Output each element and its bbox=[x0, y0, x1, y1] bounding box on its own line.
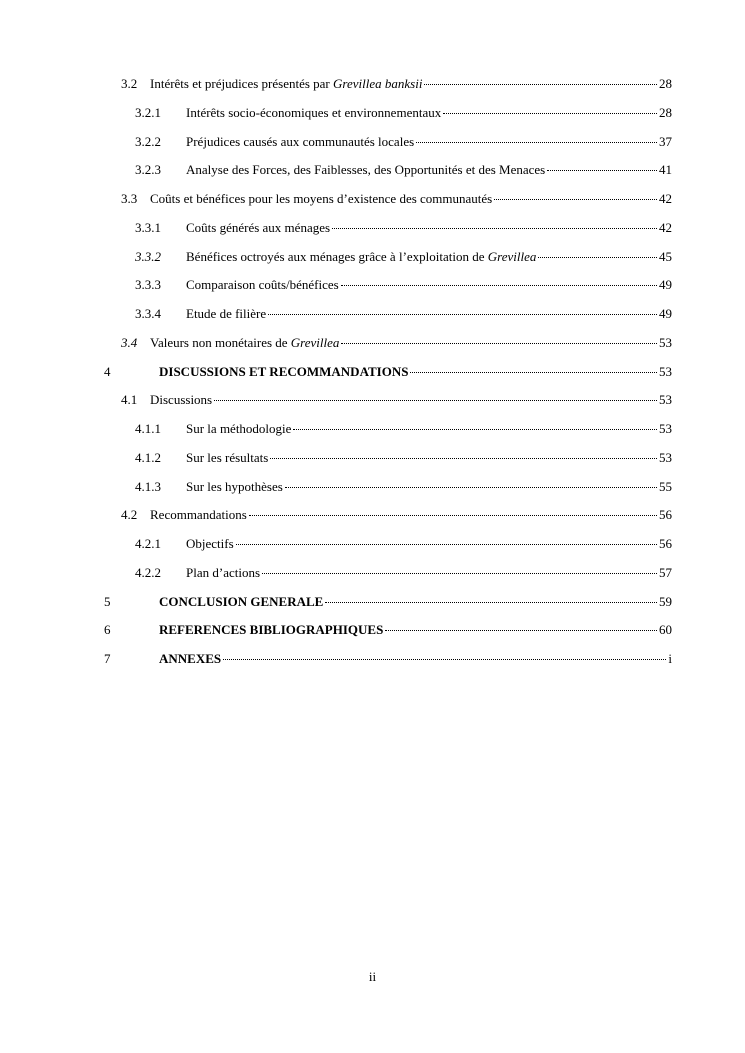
toc-title: Coûts générés aux ménages bbox=[186, 220, 331, 235]
toc-page-number: 42 bbox=[659, 220, 672, 235]
toc-title: Comparaison coûts/bénéfices bbox=[186, 277, 339, 292]
dot-leader bbox=[332, 228, 657, 229]
toc-number: 5 bbox=[104, 594, 111, 609]
toc-page-number: 53 bbox=[659, 364, 672, 379]
dot-leader bbox=[341, 285, 657, 286]
dot-leader bbox=[214, 400, 657, 401]
toc-title: Analyse des Forces, des Faiblesses, des Opportunités et des Menaces bbox=[186, 162, 546, 177]
toc-number: 4.1 bbox=[121, 392, 138, 407]
toc-page-number: 57 bbox=[659, 565, 672, 580]
dot-leader bbox=[262, 573, 657, 574]
toc-title: REFERENCES BIBLIOGRAPHIQUES bbox=[159, 622, 384, 637]
dot-leader bbox=[236, 544, 657, 545]
toc-number: 7 bbox=[104, 651, 111, 666]
toc-number: 3.3.1 bbox=[135, 220, 161, 235]
toc-entry-3-3[interactable] bbox=[121, 191, 672, 207]
toc-title: CONCLUSION GENERALE bbox=[159, 594, 324, 609]
toc-title: Coûts et bénéfices pour les moyens d’existence des communautés bbox=[150, 191, 493, 206]
toc-number: 3.2.3 bbox=[135, 162, 161, 177]
toc-number: 4.2.2 bbox=[135, 565, 161, 580]
toc-entry-3-3-3[interactable] bbox=[135, 277, 672, 293]
toc-number: 4.2.1 bbox=[135, 536, 161, 551]
toc-page-number: 41 bbox=[659, 162, 672, 177]
dot-leader bbox=[547, 170, 657, 171]
toc-title: ANNEXES bbox=[159, 651, 222, 666]
dot-leader bbox=[341, 343, 657, 344]
dot-leader bbox=[424, 84, 657, 85]
toc-title: Préjudices causés aux communautés locales bbox=[186, 134, 415, 149]
dot-leader bbox=[293, 429, 657, 430]
toc-page-number: 49 bbox=[659, 277, 672, 292]
dot-leader bbox=[270, 458, 657, 459]
toc-entry-4-2[interactable] bbox=[121, 507, 672, 523]
toc-page-number: 55 bbox=[659, 479, 672, 494]
toc-number: 3.3.2 bbox=[135, 249, 161, 264]
toc-number: 6 bbox=[104, 622, 111, 637]
toc-title: Sur les hypothèses bbox=[186, 479, 283, 494]
toc-title: Valeurs non monétaires de Grevillea bbox=[150, 335, 340, 350]
toc-entry-4-2-1[interactable] bbox=[135, 536, 672, 552]
dot-leader bbox=[410, 372, 657, 373]
toc-entry-4-2-2[interactable] bbox=[135, 565, 672, 581]
toc-title: Etude de filière bbox=[186, 306, 267, 321]
dot-leader bbox=[325, 602, 657, 603]
dot-leader bbox=[268, 314, 657, 315]
toc-entry-4-1[interactable] bbox=[121, 392, 672, 408]
toc-page-number: 37 bbox=[659, 134, 672, 149]
toc-page-number: 56 bbox=[659, 507, 672, 522]
dot-leader bbox=[249, 515, 657, 516]
toc-number: 3.2.2 bbox=[135, 134, 161, 149]
toc-number: 3.3.4 bbox=[135, 306, 161, 321]
toc-number: 4.1.2 bbox=[135, 450, 161, 465]
dot-leader bbox=[538, 257, 657, 258]
toc-page-number: 56 bbox=[659, 536, 672, 551]
toc-entry-3-4[interactable] bbox=[121, 335, 672, 351]
toc-entry-3-2-2[interactable] bbox=[135, 134, 672, 150]
dot-leader bbox=[385, 630, 657, 631]
toc-number: 3.4 bbox=[121, 335, 138, 350]
toc-page-number: 53 bbox=[659, 421, 672, 436]
toc-title: Objectifs bbox=[186, 536, 234, 551]
toc-entry-4[interactable] bbox=[104, 364, 672, 380]
toc-entry-3-3-4[interactable] bbox=[135, 306, 672, 322]
toc-entry-7[interactable] bbox=[104, 651, 672, 667]
toc-number: 4.1.3 bbox=[135, 479, 161, 494]
toc-number: 4.1.1 bbox=[135, 421, 161, 436]
toc-number: 3.3 bbox=[121, 191, 138, 206]
toc-page-number: 28 bbox=[659, 105, 672, 120]
toc-page-number: 53 bbox=[659, 335, 672, 350]
dot-leader bbox=[443, 113, 657, 114]
toc-page-number: 28 bbox=[659, 76, 672, 91]
toc-title: Intérêts socio-économiques et environnementaux bbox=[186, 105, 442, 120]
toc-title: Discussions bbox=[150, 392, 213, 407]
toc-title: Sur la méthodologie bbox=[186, 421, 292, 436]
toc-number: 4 bbox=[104, 364, 111, 379]
toc-title: DISCUSSIONS ET RECOMMANDATIONS bbox=[159, 364, 409, 379]
dot-leader bbox=[416, 142, 657, 143]
toc-entry-3-3-2[interactable] bbox=[135, 249, 672, 265]
toc-entry-3-2[interactable] bbox=[121, 76, 672, 92]
toc-number: 3.2 bbox=[121, 76, 138, 91]
toc-page-number: 53 bbox=[659, 392, 672, 407]
toc-title: Sur les résultats bbox=[186, 450, 269, 465]
toc-entry-5[interactable] bbox=[104, 594, 672, 610]
toc-number: 4.2 bbox=[121, 507, 138, 522]
toc-page-number: 45 bbox=[659, 249, 672, 264]
toc-entry-3-3-1[interactable] bbox=[135, 220, 672, 236]
toc-page-number: i bbox=[668, 651, 672, 666]
toc-title: Recommandations bbox=[150, 507, 247, 522]
toc-entry-4-1-3[interactable] bbox=[135, 479, 672, 495]
toc-title: Plan d’actions bbox=[186, 565, 261, 580]
page-footer-number: ii bbox=[368, 969, 377, 984]
toc-page-number: 53 bbox=[659, 450, 672, 465]
toc-number: 3.3.3 bbox=[135, 277, 161, 292]
toc-entry-3-2-3[interactable] bbox=[135, 162, 672, 178]
dot-leader bbox=[285, 487, 657, 488]
dot-leader bbox=[494, 199, 657, 200]
toc-entry-4-1-2[interactable] bbox=[135, 450, 672, 466]
toc-title: Intérêts et préjudices présentés par Grevillea banksii bbox=[150, 76, 423, 91]
toc-page-number: 49 bbox=[659, 306, 672, 321]
toc-entry-4-1-1[interactable] bbox=[135, 421, 672, 437]
toc-entry-6[interactable] bbox=[104, 622, 672, 638]
toc-entry-3-2-1[interactable] bbox=[135, 105, 672, 121]
dot-leader bbox=[223, 659, 666, 660]
toc-number: 3.2.1 bbox=[135, 105, 161, 120]
toc-page-number: 42 bbox=[659, 191, 672, 206]
toc-page-number: 59 bbox=[659, 594, 672, 609]
toc-page-number: 60 bbox=[659, 622, 672, 637]
toc-title: Bénéfices octroyés aux ménages grâce à l’exploitation de Grevillea bbox=[186, 249, 537, 264]
